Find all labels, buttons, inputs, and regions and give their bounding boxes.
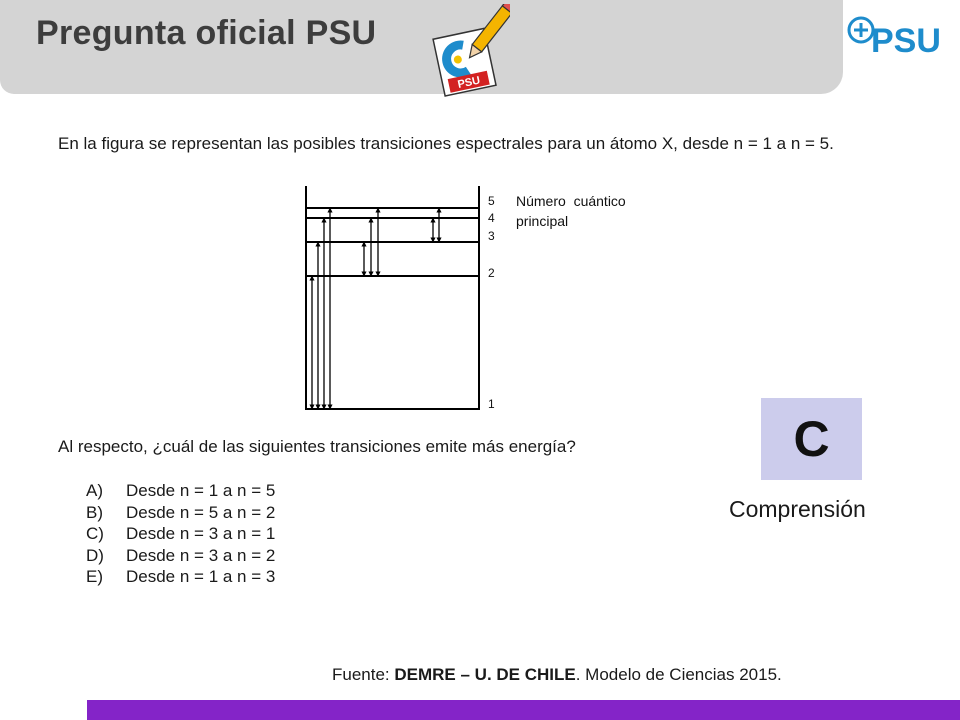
option-letter: A) — [86, 481, 103, 500]
source-citation — [332, 665, 782, 685]
header-bar — [0, 0, 843, 94]
level-label-4: 4 — [488, 211, 495, 225]
option-text: Desde n = 1 a n = 5 — [126, 481, 276, 500]
option-letter: E) — [86, 567, 103, 586]
option-e — [86, 566, 275, 588]
option-d — [86, 545, 275, 567]
option-b — [86, 502, 275, 524]
option-text: Desde n = 5 a n = 2 — [126, 502, 276, 522]
level-label-2: 2 — [488, 266, 495, 280]
option-text: Desde n = 1 a n = 3 — [126, 567, 276, 586]
option-a — [86, 480, 275, 502]
legend-line-1: Número cuántico — [516, 193, 626, 209]
page-title: Pregunta oficial PSU — [36, 14, 377, 52]
option-c — [86, 523, 275, 545]
option-letter: D) — [86, 545, 104, 565]
psu-logo — [845, 8, 957, 60]
stamp-text: PSU — [456, 74, 482, 91]
psu-pencil-icon — [430, 4, 510, 104]
pencil-body — [472, 5, 510, 52]
transitions-upper — [433, 210, 439, 240]
transitions-from-1 — [312, 210, 330, 407]
skill-label: Comprensión — [729, 496, 866, 522]
source-prefix: Fuente: — [332, 665, 395, 684]
level-label-1: 1 — [488, 397, 495, 411]
question-prompt: Al respecto, ¿cuál de las siguientes transiciones emite más energía? — [58, 437, 576, 456]
energy-level-diagram — [296, 180, 676, 420]
option-text: Desde n = 3 a n = 1 — [126, 524, 276, 543]
option-letter: C) — [86, 524, 104, 543]
logo-text: PSU — [871, 22, 941, 60]
level-label-3: 3 — [488, 229, 495, 243]
question-statement: En la figura se representan las posibles transiciones espectrales para un átomo X, desde n = 1 a n = 5. — [58, 134, 834, 153]
option-text: Desde n = 3 a n = 2 — [126, 545, 276, 565]
level-label-5: 5 — [488, 194, 495, 208]
source-org: DEMRE – U. DE CHILE — [394, 665, 576, 684]
footer-bar — [87, 700, 960, 720]
source-suffix: . Modelo de Ciencias 2015. — [575, 665, 782, 684]
answer-options — [86, 480, 275, 588]
legend-line-2: principal — [516, 213, 569, 229]
option-letter: B) — [86, 502, 103, 522]
answer-key-box: C — [761, 398, 862, 480]
